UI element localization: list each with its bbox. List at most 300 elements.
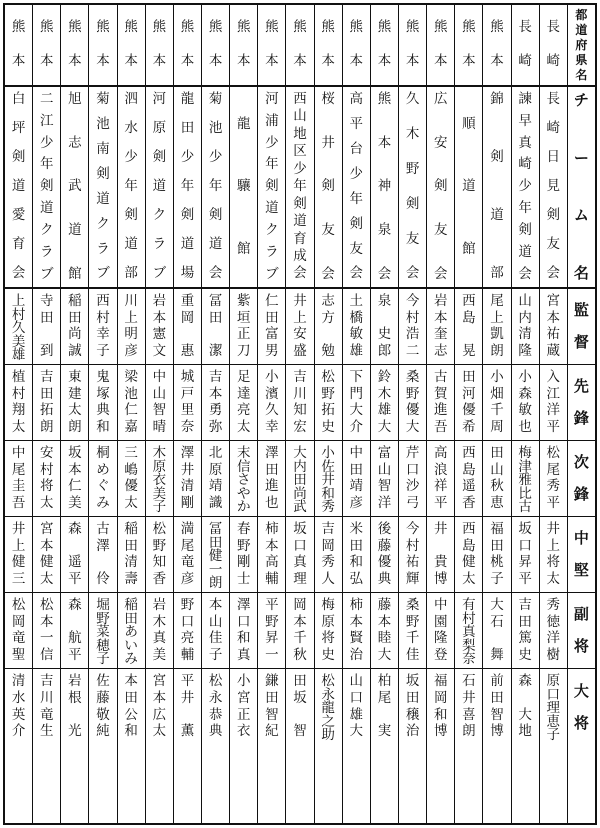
coach-cell: [5, 289, 32, 365]
glyph: 美: [68, 494, 82, 511]
glyph: 熊: [68, 19, 82, 36]
glyph: 太: [546, 570, 561, 587]
glyph: 藤: [96, 689, 110, 706]
glyph: 健: [208, 548, 223, 564]
glyph: 弓: [405, 494, 420, 511]
glyph: 少: [180, 149, 195, 166]
jiho-cell-text: [293, 441, 307, 516]
glyph: 剣: [293, 195, 307, 212]
glyph: [73, 616, 77, 630]
glyph: 弘: [349, 570, 364, 587]
glyph: 本: [68, 461, 82, 478]
glyph: 遥: [462, 478, 476, 494]
glyph: 水: [124, 120, 138, 137]
team-name-cell-text: [68, 87, 82, 287]
glyph: 冨: [208, 521, 223, 537]
coach-cell-text: [68, 289, 82, 364]
glyph: か: [236, 499, 251, 515]
glyph: 平: [265, 597, 279, 613]
glyph: 本: [208, 53, 223, 70]
glyph: 田: [518, 613, 532, 630]
header-prefecture-text: [575, 5, 587, 85]
taisho-cell: [315, 669, 342, 745]
glyph: 島: [462, 461, 476, 478]
glyph: 津: [518, 458, 532, 475]
team-name-cell: [230, 87, 257, 289]
glyph: 剛: [236, 554, 251, 570]
chuken-cell: [33, 517, 60, 593]
chuken-cell-text: [124, 517, 138, 592]
senpo-cell: [315, 365, 342, 441]
glyph: 秀: [321, 499, 335, 515]
jiho-cell: [118, 441, 145, 517]
taisho-cell: [202, 669, 229, 745]
glyph: 熊: [462, 19, 476, 36]
glyph: 盛: [293, 342, 307, 359]
fukusho-cell-text: [265, 593, 279, 668]
glyph: 名: [575, 68, 588, 82]
glyph: 橋: [349, 309, 364, 326]
jiho-cell: [61, 441, 88, 517]
glyph: 之: [321, 713, 335, 730]
glyph: 原: [152, 458, 167, 475]
taisho-cell-text: [181, 669, 195, 745]
coach-cell-text: [434, 289, 448, 364]
prefecture-cell: [540, 5, 567, 87]
glyph: 園: [433, 613, 448, 630]
glyph: [298, 709, 302, 723]
chuken-cell: [455, 517, 482, 593]
glyph: ク: [265, 221, 279, 238]
glyph: 清: [180, 478, 195, 494]
glyph: 晃: [462, 342, 476, 359]
glyph: 熊: [321, 19, 335, 36]
team-name-cell-text: [293, 87, 307, 287]
glyph: 柿: [349, 597, 364, 613]
glyph: 敏: [349, 326, 364, 342]
glyph: 長: [546, 19, 561, 36]
glyph: 井: [11, 521, 26, 537]
glyph: 衣: [236, 723, 251, 740]
glyph: 志: [321, 293, 335, 309]
jiho-cell: [427, 441, 454, 517]
glyph: 子: [208, 646, 223, 663]
glyph: 桃: [490, 554, 504, 570]
senpo-cell-text: [265, 365, 279, 440]
glyph: 本: [293, 613, 307, 630]
glyph: 木: [152, 613, 167, 630]
glyph: 坂: [518, 521, 532, 537]
glyph: 剣: [152, 149, 167, 166]
glyph: 澤: [236, 597, 251, 613]
glyph: 郎: [377, 342, 392, 359]
glyph: 育: [11, 236, 26, 253]
glyph: [101, 556, 105, 570]
jiho-cell: [202, 441, 229, 517]
senpo-cell-text: [209, 365, 223, 440]
glyph: 少: [208, 149, 223, 166]
glyph: 里: [180, 402, 195, 418]
glyph: 年: [265, 156, 279, 173]
team-column: [539, 5, 567, 823]
glyph: 伶: [96, 570, 110, 587]
glyph: 大: [349, 723, 364, 740]
glyph: 三: [11, 570, 26, 587]
glyph: 梅: [321, 597, 335, 613]
glyph: 川: [40, 689, 54, 706]
team-name-cell-text: [265, 87, 279, 287]
coach-cell: [371, 289, 398, 365]
chuken-cell: [427, 517, 454, 593]
glyph: 本: [124, 53, 138, 70]
jiho-cell: [512, 441, 539, 517]
team-name-cell: [202, 87, 229, 289]
jiho-cell: [286, 441, 313, 517]
glyph: 一: [40, 630, 54, 646]
fukusho-cell-text: [518, 593, 532, 668]
glyph: 口: [546, 686, 561, 703]
glyph: 知: [293, 402, 307, 418]
glyph: 達: [236, 385, 251, 402]
glyph: 智: [490, 706, 504, 723]
glyph: 池: [96, 115, 110, 132]
jiho-cell: [315, 441, 342, 517]
glyph: 驤: [236, 178, 251, 195]
glyph: 田: [68, 309, 82, 326]
glyph: 龍: [236, 115, 251, 132]
glyph: ラ: [152, 236, 167, 253]
chuken-cell-text: [153, 517, 167, 592]
glyph: 原: [546, 673, 561, 689]
glyph: 優: [377, 554, 392, 570]
glyph: 藤: [377, 537, 392, 554]
coach-cell-text: [321, 289, 335, 364]
glyph: 奈: [180, 418, 195, 435]
glyph: 清: [124, 554, 138, 570]
prefecture-cell-text: [321, 5, 335, 85]
team-column: [117, 5, 145, 823]
coach-cell: [89, 289, 116, 365]
glyph: 友: [321, 221, 335, 238]
glyph: 野: [236, 537, 251, 554]
glyph: 内: [293, 458, 307, 475]
glyph: 公: [124, 706, 138, 723]
glyph: 浦: [265, 112, 279, 129]
glyph: 武: [68, 178, 82, 195]
glyph: 平: [546, 494, 561, 511]
glyph: 岩: [433, 293, 448, 309]
glyph: 地: [518, 723, 532, 740]
glyph: 薫: [180, 723, 195, 740]
fukusho-cell-text: [462, 593, 476, 668]
glyph: 本: [405, 53, 420, 70]
glyph: 村: [11, 385, 26, 402]
glyph: 本: [490, 53, 504, 70]
jiho-cell: [343, 441, 370, 517]
senpo-cell: [286, 365, 313, 441]
jiho-cell-text: [378, 441, 392, 516]
glyph: 竜: [180, 554, 195, 570]
glyph: 二: [405, 342, 420, 359]
glyph: 江: [546, 385, 561, 402]
glyph: 河: [152, 91, 167, 107]
glyph: 井: [180, 689, 195, 706]
glyph: 道: [575, 23, 588, 37]
glyph: 坪: [11, 120, 26, 137]
coach-cell: [286, 289, 313, 365]
glyph: 口: [180, 613, 195, 630]
glyph: 本: [377, 53, 392, 70]
glyph: 彦: [180, 570, 195, 587]
team-name-cell-text: [12, 87, 26, 287]
prefecture-cell-text: [490, 5, 504, 85]
jiho-cell-text: [462, 441, 476, 516]
glyph: 古: [518, 499, 532, 515]
glyph: 本: [321, 53, 335, 70]
glyph: 道: [40, 200, 54, 217]
glyph: 内: [518, 309, 532, 326]
prefecture-cell: [230, 5, 257, 87]
glyph: 冨: [208, 293, 223, 309]
senpo-cell-text: [153, 365, 167, 440]
glyph: 木: [377, 385, 392, 402]
chuken-cell-text: [350, 517, 364, 592]
team-name-cell-text: [462, 87, 476, 287]
jiho-cell: [540, 441, 567, 517]
coach-cell-text: [12, 289, 26, 364]
senpo-cell: [174, 365, 201, 441]
glyph: 原: [152, 120, 167, 137]
jiho-cell-text: [12, 441, 26, 516]
taisho-cell: [89, 669, 116, 745]
glyph: 島: [462, 537, 476, 554]
glyph: 和: [96, 418, 110, 435]
glyph: 剣: [349, 215, 364, 232]
glyph: 今: [405, 293, 420, 309]
glyph: 野: [405, 385, 420, 402]
glyph: 史: [321, 418, 335, 435]
glyph: 諫: [518, 91, 532, 107]
glyph: 拓: [40, 402, 54, 418]
senpo-cell-text: [350, 365, 364, 440]
chuken-cell: [540, 517, 567, 593]
glyph: 年: [180, 178, 195, 195]
glyph: 靖: [349, 478, 364, 494]
jiho-cell: [174, 441, 201, 517]
glyph: 正: [236, 706, 251, 723]
glyph: 山: [518, 293, 532, 309]
glyph: 口: [293, 537, 307, 554]
glyph: 年: [124, 178, 138, 195]
taisho-cell-text: [490, 669, 504, 745]
fukusho-cell-text: [350, 593, 364, 668]
glyph: 田: [293, 673, 307, 689]
taisho-cell-text: [293, 669, 307, 745]
prefecture-cell: [343, 5, 370, 87]
glyph: 優: [124, 478, 138, 494]
glyph: 雄: [11, 347, 26, 363]
glyph: 村: [40, 461, 54, 478]
glyph: [439, 540, 443, 554]
coach-cell-text: [237, 289, 251, 364]
glyph: 少: [293, 160, 307, 177]
glyph: 剣: [11, 149, 26, 166]
glyph: 田: [180, 120, 195, 137]
glyph: 佳: [208, 630, 223, 646]
senpo-cell-text: [181, 365, 195, 440]
glyph: 村: [405, 309, 420, 326]
glyph: 田: [349, 537, 364, 554]
glyph: 拓: [321, 402, 335, 418]
glyph: 本: [11, 53, 26, 70]
glyph: 年: [208, 178, 223, 195]
header-prefecture: [568, 5, 595, 87]
glyph: 平: [349, 115, 364, 132]
fukusho-cell-text: [434, 593, 448, 668]
glyph: 博: [433, 723, 448, 740]
glyph: 恵: [546, 713, 561, 730]
fukusho-cell-text: [209, 593, 223, 668]
coach-cell-text: [547, 289, 561, 364]
glyph: 仁: [124, 402, 138, 418]
glyph: 真: [462, 624, 476, 640]
glyph: 剣: [546, 207, 561, 224]
glyph: 尚: [68, 326, 82, 342]
prefecture-cell-text: [40, 5, 54, 85]
jiho-cell-text: [40, 441, 54, 516]
glyph: 上: [293, 309, 307, 326]
glyph: 方: [321, 309, 335, 326]
glyph: 史: [377, 326, 392, 342]
coach-cell-text: [265, 289, 279, 364]
glyph: 人: [321, 570, 335, 587]
prefecture-cell: [315, 5, 342, 87]
glyph: 熊: [180, 19, 195, 36]
team-column: [511, 5, 539, 823]
glyph: 吉: [40, 369, 54, 385]
chuken-cell-text: [12, 517, 26, 592]
glyph: 日: [546, 149, 561, 166]
glyph: [45, 328, 49, 342]
glyph: 上: [11, 293, 26, 309]
glyph: 年: [293, 178, 307, 195]
glyph: 会: [321, 265, 335, 282]
glyph: 仁: [68, 478, 82, 494]
glyph: 区: [293, 143, 307, 160]
glyph: 大: [377, 646, 392, 663]
team-name-cell: [540, 87, 567, 289]
glyph: 田: [490, 689, 504, 706]
chuken-cell: [230, 517, 257, 593]
glyph: 満: [180, 521, 195, 537]
glyph: 岡: [433, 689, 448, 706]
prefecture-cell-text: [96, 5, 110, 85]
glyph: 田: [208, 534, 223, 551]
glyph: 少: [124, 149, 138, 166]
glyph: 見: [546, 178, 561, 195]
glyph: 理: [546, 700, 561, 716]
jiho-cell-text: [518, 441, 532, 516]
fukusho-cell-text: [96, 593, 110, 668]
glyph: 熊: [124, 19, 138, 36]
glyph: 森: [518, 385, 532, 402]
prefecture-cell: [483, 5, 510, 87]
prefecture-cell-text: [124, 5, 138, 85]
jiho-cell: [33, 441, 60, 517]
glyph: 佐: [321, 458, 335, 475]
jiho-cell: [258, 441, 285, 517]
glyph: 隆: [433, 630, 448, 646]
coach-cell: [174, 289, 201, 365]
taisho-cell-text: [321, 669, 335, 745]
glyph: 実: [377, 723, 392, 740]
glyph: 成: [293, 247, 307, 264]
glyph: 平: [180, 673, 195, 689]
team-column: [370, 5, 398, 823]
prefecture-cell-text: [293, 5, 307, 85]
glyph: 佐: [96, 673, 110, 689]
prefecture-cell: [174, 5, 201, 87]
taisho-cell-text: [40, 669, 54, 745]
team-name-cell: [61, 87, 88, 289]
glyph: 山: [293, 108, 307, 125]
glyph: 中: [433, 597, 448, 613]
glyph: 田: [265, 689, 279, 706]
glyph: 子: [490, 570, 504, 587]
chuken-cell-text: [518, 517, 532, 592]
glyph: 祥: [433, 478, 448, 494]
glyph: 圭: [11, 478, 26, 494]
glyph: 会: [518, 265, 532, 282]
glyph: 愛: [11, 207, 26, 224]
glyph: 優: [462, 402, 476, 418]
team-name-cell: [455, 87, 482, 289]
glyph: 尚: [293, 485, 307, 502]
taisho-cell-text: [237, 669, 251, 745]
glyph: 本: [68, 53, 82, 70]
glyph: 輝: [405, 570, 420, 587]
glyph: い: [124, 637, 138, 654]
glyph: 本: [208, 597, 223, 613]
fukusho-cell: [512, 593, 539, 669]
glyph: 健: [40, 554, 54, 570]
glyph: ぐ: [96, 478, 110, 494]
glyph: 稲: [124, 597, 138, 613]
glyph: 奎: [433, 326, 448, 342]
glyph: 嶋: [124, 461, 138, 478]
glyph: 熊: [490, 19, 504, 36]
glyph: 少: [518, 178, 532, 195]
glyph: 田: [124, 689, 138, 706]
chuken-cell-text: [265, 517, 279, 592]
glyph: 井: [180, 461, 195, 478]
senpo-cell-text: [462, 365, 476, 440]
team-name-cell-text: [237, 87, 251, 287]
glyph: 介: [349, 418, 364, 435]
senpo-cell-text: [378, 365, 392, 440]
glyph: 本: [265, 537, 279, 554]
glyph: 植: [11, 369, 26, 385]
glyph: 本: [265, 53, 279, 70]
glyph: 勇: [208, 402, 223, 418]
glyph: 西: [462, 445, 476, 461]
chuken-cell-text: [321, 517, 335, 592]
glyph: 城: [180, 369, 195, 385]
glyph: 垣: [236, 309, 251, 326]
glyph: 崎: [546, 120, 561, 137]
fukusho-cell-text: [12, 593, 26, 668]
glyph: 広: [433, 91, 448, 107]
